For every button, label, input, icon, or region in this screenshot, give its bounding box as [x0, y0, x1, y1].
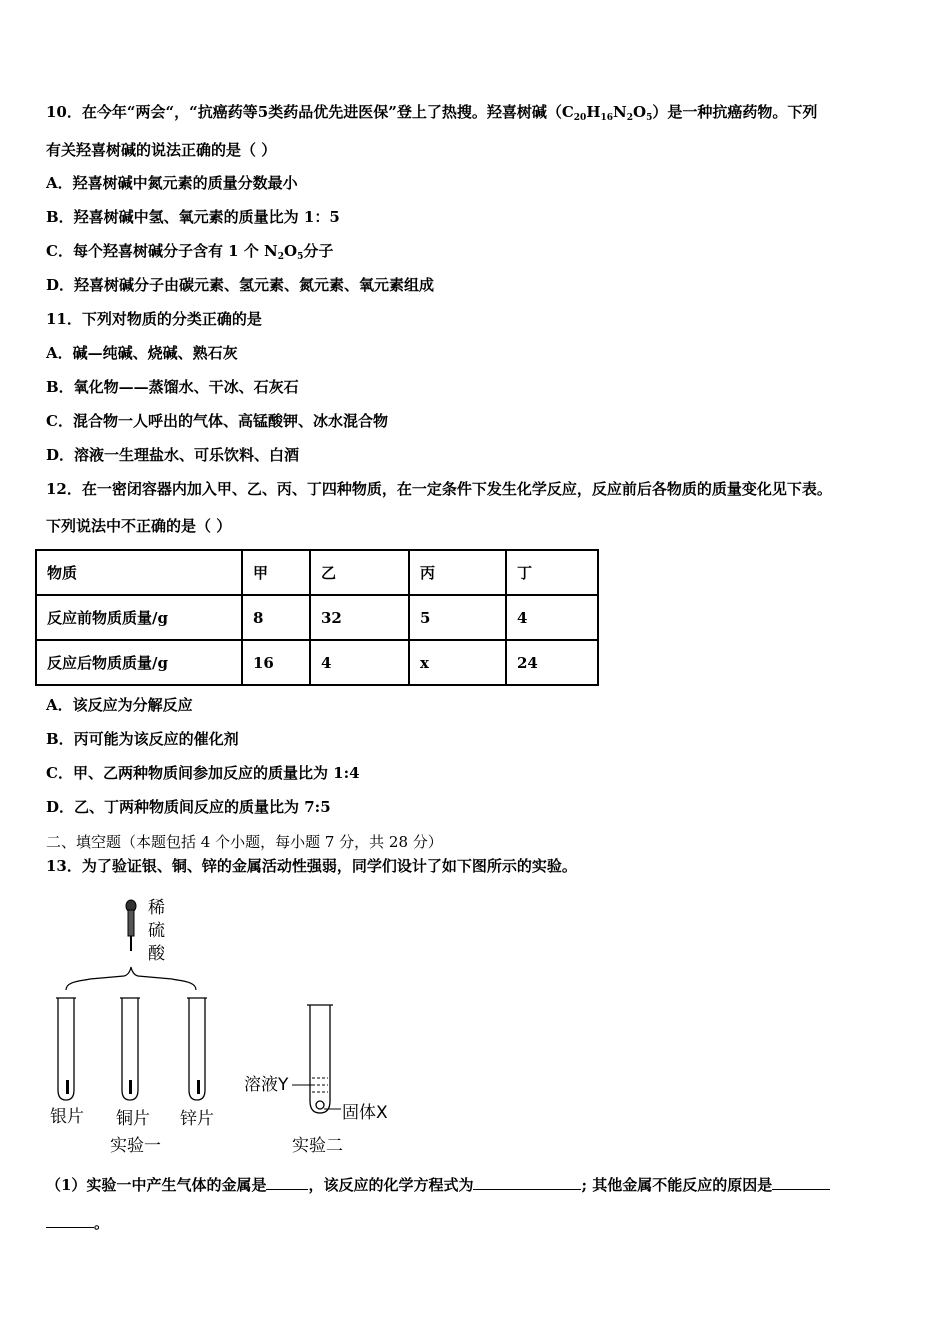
acid-char-2: 硫 [148, 921, 165, 941]
answer-blank-1[interactable] [266, 1175, 308, 1190]
q12-option-c: C．甲、乙两种物质间参加反应的质量比为 1:4 [46, 764, 360, 782]
table-row [36, 595, 598, 640]
q11-option-b: B．氧化物——蒸馏水、干冰、石灰石 [46, 378, 299, 396]
q12-option-b: B．丙可能为该反应的催化剂 [46, 730, 239, 748]
exp1-label: 实验一 [110, 1136, 161, 1156]
answer-blank-3-cont[interactable] [46, 1213, 94, 1228]
solid-x-label: 固体X [342, 1103, 388, 1123]
brace-icon [66, 967, 196, 990]
acid-char-1: 稀 [148, 898, 165, 918]
table-header-cell: 物质 [36, 550, 242, 595]
q11-option-c: C．混合物一人呼出的气体、高锰酸钾、冰水混合物 [46, 412, 388, 430]
metal-label-silver: 银片 [50, 1107, 84, 1127]
q11-option-a: A．碱—纯碱、烧碱、熟石灰 [46, 344, 238, 362]
table-cell: 4 [310, 640, 409, 685]
acid-char-3: 酸 [148, 944, 165, 964]
table-cell: 8 [242, 595, 310, 640]
metal-label-copper: 铜片 [116, 1109, 150, 1129]
test-tube-exp2-icon [307, 1005, 333, 1113]
q10-option-d: D．羟喜树碱分子由碳元素、氢元素、氮元素、氧元素组成 [46, 276, 435, 294]
table-cell: x [409, 640, 506, 685]
q10-option-c: C．每个羟喜树碱分子含有 1 个 $N_2O_5$分子 [46, 242, 334, 262]
section2-title: 二、填空题（本题包括 4 个小题，每小题 7 分，共 28 分） [46, 833, 443, 851]
dropper-icon [126, 900, 136, 951]
solution-y-label: 溶液Y [244, 1075, 289, 1095]
q10-stem-line1: 10．在今年“两会“，“抗癌药等5类药品优先进医保”登上了热搜。羟喜树碱$(C_{20}H_{16}N_2O_5)$是一种抗癌药物。下列 [46, 103, 818, 123]
q10-stem-line2: 有关羟喜树碱的说法正确的是（ ） [46, 141, 277, 159]
table-cell: 反应后物质质量/g [36, 640, 242, 685]
table-header-cell: 丙 [409, 550, 506, 595]
table-cell: 24 [506, 640, 598, 685]
q12-option-a: A．该反应为分解反应 [46, 696, 193, 714]
table-header-cell: 乙 [310, 550, 409, 595]
table-cell: 5 [409, 595, 506, 640]
exp2-label: 实验二 [292, 1136, 343, 1156]
q12-mass-table [35, 549, 599, 686]
table-cell: 反应前物质质量/g [36, 595, 242, 640]
test-tube-copper-icon [120, 998, 140, 1100]
table-header-cell: 甲 [242, 550, 310, 595]
metal-label-zinc: 锌片 [180, 1109, 214, 1129]
answer-blank-3[interactable] [772, 1175, 830, 1190]
q12-stem-line2: 下列说法中不正确的是（ ） [46, 517, 232, 535]
table-cell: 16 [242, 640, 310, 685]
table-header-cell: 丁 [506, 550, 598, 595]
q10-option-b: B．羟喜树碱中氢、氧元素的质量比为 1：5 [46, 208, 340, 226]
q10-option-a: A．羟喜树碱中氮元素的质量分数最小 [46, 174, 298, 192]
test-tube-silver-icon [56, 998, 76, 1100]
answer-blank-2[interactable] [473, 1175, 581, 1190]
q13-experiment-figure [40, 893, 440, 1163]
table-header-row [36, 550, 598, 595]
table-cell: 32 [310, 595, 409, 640]
table-cell: 4 [506, 595, 598, 640]
q13-sub1-line1: （1）实验一中产生气体的金属是 ，该反应的化学方程式为 ; 其他金属不能反应的原因是 [46, 1175, 830, 1195]
q11-stem: 11．下列对物质的分类正确的是 [46, 310, 262, 328]
q13-sub1-line2: 。 [46, 1213, 109, 1233]
q13-stem: 13．为了验证银、铜、锌的金属活动性强弱，同学们设计了如下图所示的实验。 [46, 857, 577, 875]
test-tube-zinc-icon [187, 998, 207, 1100]
q12-stem-line1: 12．在一密闭容器内加入甲、乙、丙、丁四种物质，在一定条件下发生化学反应，反应前后各物质的质量变化见下表。 [46, 480, 832, 498]
table-row [36, 640, 598, 685]
q10-formula: $C_{20}H_{16}N_2O_5$ [561, 103, 653, 123]
q11-option-d: D．溶液一生理盐水、可乐饮料、白酒 [46, 446, 300, 464]
q12-option-d: D．乙、丁两种物质间反应的质量比为 7:5 [46, 798, 331, 816]
